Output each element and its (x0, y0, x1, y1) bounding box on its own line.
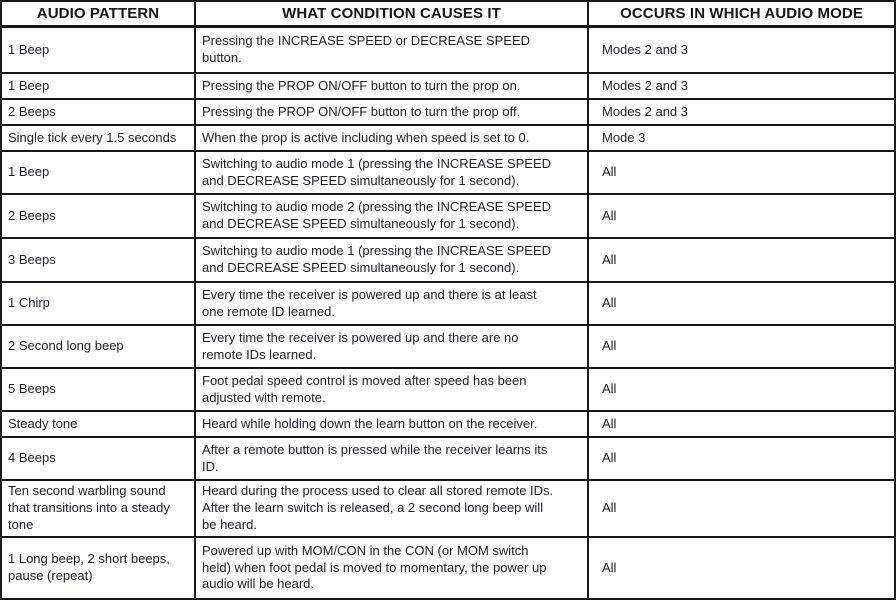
audio-pattern-cell: 2 Beeps (2, 195, 196, 237)
audio-pattern-cell: 3 Beeps (2, 239, 196, 281)
condition-cell: Switching to audio mode 1 (pressing the INCREASE SPEED and DECREASE SPEED simultaneously for 1 second). (196, 152, 589, 193)
table-row (2, 126, 894, 152)
column-header-audio-pattern: AUDIO PATTERN (2, 2, 196, 25)
condition-cell: Switching to audio mode 1 (pressing the INCREASE SPEED and DECREASE SPEED simultaneously for 1 second). (196, 239, 589, 281)
condition-cell: After a remote button is pressed while the receiver learns its ID. (196, 438, 589, 479)
audio-mode-cell: All (602, 251, 617, 267)
table-row (2, 74, 894, 100)
table-row (2, 326, 894, 369)
condition-cell: When the prop is active including when speed is set to 0. (196, 126, 589, 150)
audio-pattern-cell: Ten second warbling sound that transitions into a steady tone (2, 481, 196, 536)
table-row (2, 481, 894, 538)
condition-cell: Every time the receiver is powered up and there is at least one remote ID learned. (196, 283, 589, 324)
table-row (2, 152, 894, 195)
audio-pattern-cell: 2 Second long beep (2, 326, 196, 367)
audio-mode-cell: Modes 2 and 3 (602, 77, 689, 93)
table-row (2, 239, 894, 283)
audio-mode-cell: All (602, 450, 617, 466)
audio-pattern-cell: 5 Beeps (2, 369, 196, 410)
audio-pattern-cell: 1 Beep (2, 28, 196, 72)
audio-pattern-cell: Single tick every 1.5 seconds (2, 126, 196, 150)
condition-cell: Powered up with MOM/CON in the CON (or MOM switch held) when foot pedal is moved to momentary, the power up audio will be heard. (196, 538, 589, 598)
condition-cell: Heard while holding down the learn button on the receiver. (196, 412, 589, 436)
audio-mode-cell: All (602, 415, 617, 431)
audio-pattern-cell: Steady tone (2, 412, 196, 436)
audio-mode-cell: Modes 2 and 3 (602, 41, 689, 57)
audio-pattern-cell: 2 Beeps (2, 100, 196, 124)
audio-mode-cell: All (602, 207, 617, 223)
audio-pattern-cell: 1 Beep (2, 152, 196, 193)
audio-mode-cell: All (602, 164, 617, 180)
table-row (2, 28, 894, 74)
table-row (2, 100, 894, 126)
table-row (2, 369, 894, 412)
table-row (2, 283, 894, 326)
column-header-audio-mode: OCCURS IN WHICH AUDIO MODE (620, 4, 863, 22)
audio-pattern-cell: 4 Beeps (2, 438, 196, 479)
condition-cell: Heard during the process used to clear all stored remote IDs. After the learn switch is released, a 2 second long beep will be heard. (196, 481, 589, 536)
condition-cell: Pressing the PROP ON/OFF button to turn the prop off. (196, 100, 589, 124)
audio-pattern-cell: 1 Chirp (2, 283, 196, 324)
table-row (2, 195, 894, 239)
condition-cell: Pressing the INCREASE SPEED or DECREASE SPEED button. (196, 28, 589, 72)
audio-mode-cell: All (602, 381, 617, 397)
audio-mode-cell: All (602, 500, 617, 516)
audio-mode-cell: All (602, 559, 617, 575)
condition-cell: Switching to audio mode 2 (pressing the INCREASE SPEED and DECREASE SPEED simultaneously for 1 second). (196, 195, 589, 237)
condition-cell: Every time the receiver is powered up and there are no remote IDs learned. (196, 326, 589, 367)
audio-mode-cell: All (602, 338, 617, 354)
audio-mode-cell: All (602, 295, 617, 311)
audio-mode-cell: Mode 3 (602, 129, 646, 145)
condition-cell: Pressing the PROP ON/OFF button to turn the prop on. (196, 74, 589, 98)
audio-mode-cell: Modes 2 and 3 (602, 103, 689, 119)
table-row (2, 412, 894, 438)
table-row (2, 438, 894, 481)
condition-cell: Foot pedal speed control is moved after speed has been adjusted with remote. (196, 369, 589, 410)
audio-pattern-cell: 1 Long beep, 2 short beeps, pause (repeat) (2, 538, 196, 598)
audio-pattern-cell: 1 Beep (2, 74, 196, 98)
table-row (2, 538, 894, 598)
table-header-row (2, 2, 894, 28)
column-header-condition: WHAT CONDITION CAUSES IT (196, 2, 589, 25)
